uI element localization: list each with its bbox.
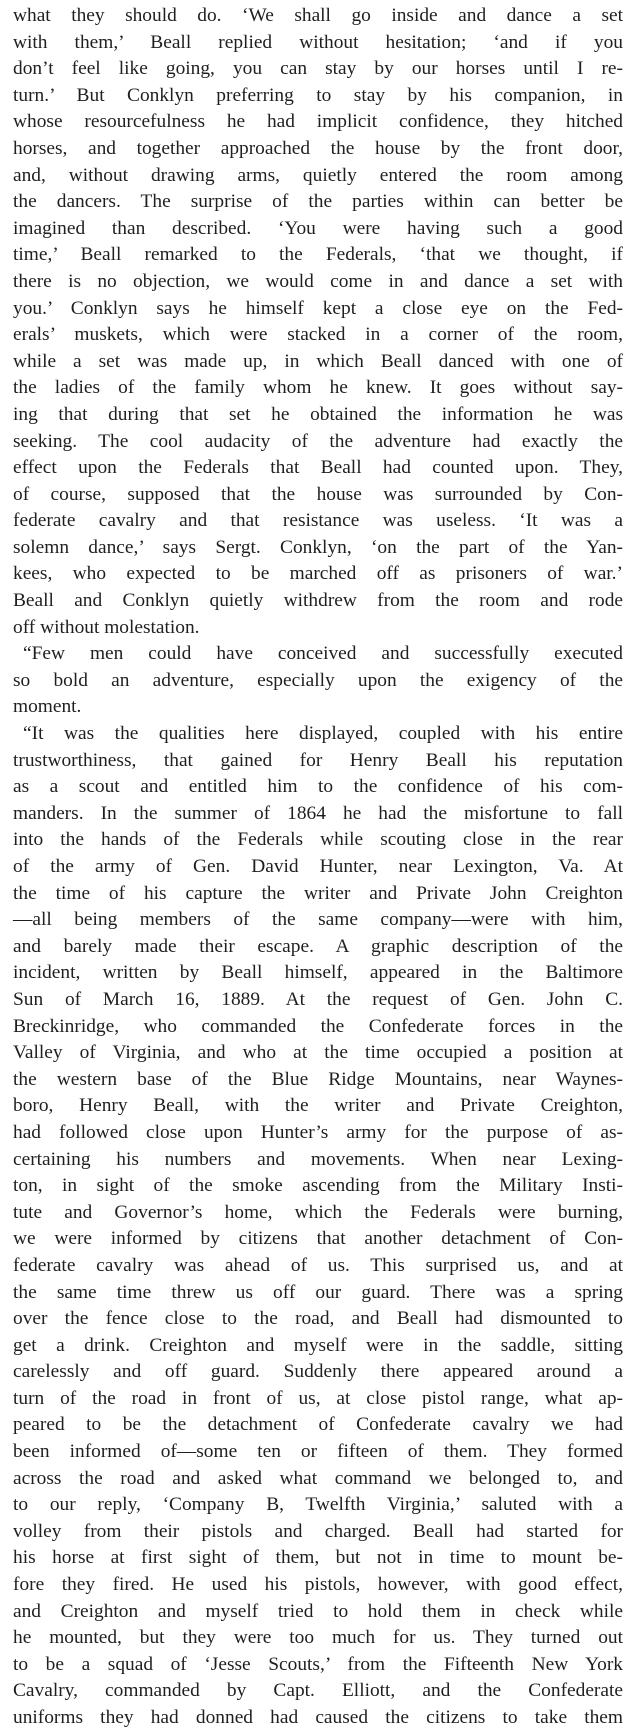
text-line: the western base of the Blue Ridge Mountains, near Waynes- (13, 1068, 623, 1090)
text-line: we were informed by citizens that another detachment of Con- (13, 1228, 623, 1250)
text-line: Valley of Virginia, and who at the time occupied a position at (13, 1042, 623, 1064)
text-line: incident, written by Beall himself, appeared in the Baltimore (13, 962, 623, 984)
text-line: the ladies of the family whom he knew. It goes without say- (13, 377, 623, 399)
text-line: federate cavalry and that resistance was useless. ‘It was a (13, 510, 623, 532)
text-line: to our reply, ‘Company B, Twelfth Virginia,’ saluted with a (13, 1494, 623, 1516)
text-line: peared to be the detachment of Confederate cavalry we had (13, 1414, 623, 1436)
text-line: off without molestation. (13, 616, 200, 638)
text-line: he mounted, but they were too much for us. They turned out (13, 1627, 623, 1649)
text-line: time,’ Beall remarked to the Federals, ‘that we thought, if (13, 244, 623, 266)
text-line: had followed close upon Hunter’s army for the purpose of as- (13, 1121, 623, 1143)
text-line: Cavalry, commanded by Capt. Elliott, and the Confederate (13, 1680, 623, 1702)
text-line: turn.’ But Conklyn preferring to stay by his companion, in (13, 84, 623, 106)
text-line: kees, who expected to be marched off as prisoners of war.’ (13, 563, 623, 585)
text-line: of course, supposed that the house was surrounded by Con- (13, 483, 623, 505)
text-line: carelessly and off guard. Suddenly there appeared around a (13, 1361, 623, 1383)
text-line: effect upon the Federals that Beall had counted upon. They, (13, 457, 623, 479)
text-line: fore they fired. He used his pistols, however, with good effect, (13, 1574, 623, 1596)
text-line: don’t feel like going, you can stay by our horses until I re- (13, 58, 623, 80)
text-line: the dancers. The surprise of the parties within can better be (13, 191, 623, 213)
text-line: volley from their pistols and charged. Beall had started for (13, 1520, 623, 1542)
text-line: whose resourcefulness he had implicit confidence, they hitched (13, 111, 623, 133)
text-line: tute and Governor’s home, which the Federals were burning, (13, 1201, 623, 1223)
text-line: across the road and asked what command we belonged to, and (13, 1467, 623, 1489)
text-line: to be a squad of ‘Jesse Scouts,’ from the Fifteenth New York (13, 1653, 623, 1675)
text-line: of the army of Gen. David Hunter, near Lexington, Va. At (13, 856, 623, 877)
text-line: “It was the qualities here displayed, coupled with his entire (23, 723, 623, 745)
text-line: ton, in sight of the smoke ascending from the Military Insti- (13, 1175, 623, 1197)
text-line: the time of his capture the writer and Private John Creighton (13, 882, 623, 904)
text-line: horses, and together approached the house by the front door, (13, 137, 623, 159)
text-line: federate cavalry was ahead of us. This surprised us, and at (13, 1254, 623, 1276)
text-line: imagined than described. ‘You were having such a good (13, 217, 623, 239)
text-line: his horse at first sight of them, but not in time to mount be- (13, 1547, 623, 1569)
text-line: certaining his numbers and movements. When near Lexing- (13, 1148, 623, 1170)
text-line: ing that during that set he obtained the information he was (13, 403, 623, 425)
paragraph (13, 0, 623, 641)
text-line: trustworthiness, that gained for Henry Beall his reputation (13, 749, 623, 771)
text-line: erals’ muskets, which were stacked in a corner of the room, (13, 324, 623, 346)
text-line: you.’ Conklyn says he himself kept a close eye on the Fed- (13, 297, 623, 319)
text-line: over the fence close to the road, and Beall had dismounted to (13, 1308, 623, 1330)
text-line: “Few men could have conceived and successfully executed (23, 643, 623, 665)
text-line: there is no objection, we would come in and dance a set with (13, 270, 623, 292)
text-line: the same time threw us off our guard. There was a spring (13, 1281, 623, 1303)
text-line: manders. In the summer of 1864 he had the misfortune to fall (13, 802, 623, 824)
text-line: uniforms they had donned had caused the citizens to take them (13, 1707, 623, 1728)
text-line: Breckinridge, who commanded the Confederate forces in the (13, 1015, 623, 1037)
text-line: as a scout and entitled him to the confidence of his com- (13, 776, 623, 798)
text-line: with them,’ Beall replied without hesitation; ‘and if you (13, 31, 623, 53)
paragraph (13, 721, 623, 1732)
text-line: —all being members of the same company—were with him, (13, 909, 623, 931)
text-line: into the hands of the Federals while scouting close in the rear (13, 829, 623, 851)
text-line: and Creighton and myself tried to hold them in check while (13, 1600, 623, 1622)
text-line: Beall and Conklyn quietly withdrew from the room and rode (13, 590, 623, 612)
text-line: while a set was made up, in which Beall danced with one of (13, 350, 623, 372)
text-line: turn of the road in front of us, at close pistol range, what ap- (13, 1387, 623, 1409)
text-line: and, without drawing arms, quietly entered the room among (13, 164, 623, 186)
text-line: solemn dance,’ says Sergt. Conklyn, ‘on the part of the Yan- (13, 536, 623, 558)
paragraph (13, 641, 623, 721)
text-line: Sun of March 16, 1889. At the request of Gen. John C. (13, 988, 623, 1010)
text-line: and barely made their escape. A graphic description of the (13, 935, 623, 957)
text-line: boro, Henry Beall, with the writer and Private Creighton, (13, 1095, 623, 1117)
text-line: get a drink. Creighton and myself were in the saddle, sitting (13, 1334, 623, 1356)
text-line: what they should do. ‘We shall go inside and dance a set (13, 5, 623, 26)
text-line: so bold an adventure, especially upon the exigency of the (13, 669, 623, 691)
text-line: moment. (13, 696, 82, 718)
text-line: been informed of—some ten or fifteen of them. They formed (13, 1441, 623, 1463)
text-line: seeking. The cool audacity of the adventure had exactly the (13, 430, 623, 452)
